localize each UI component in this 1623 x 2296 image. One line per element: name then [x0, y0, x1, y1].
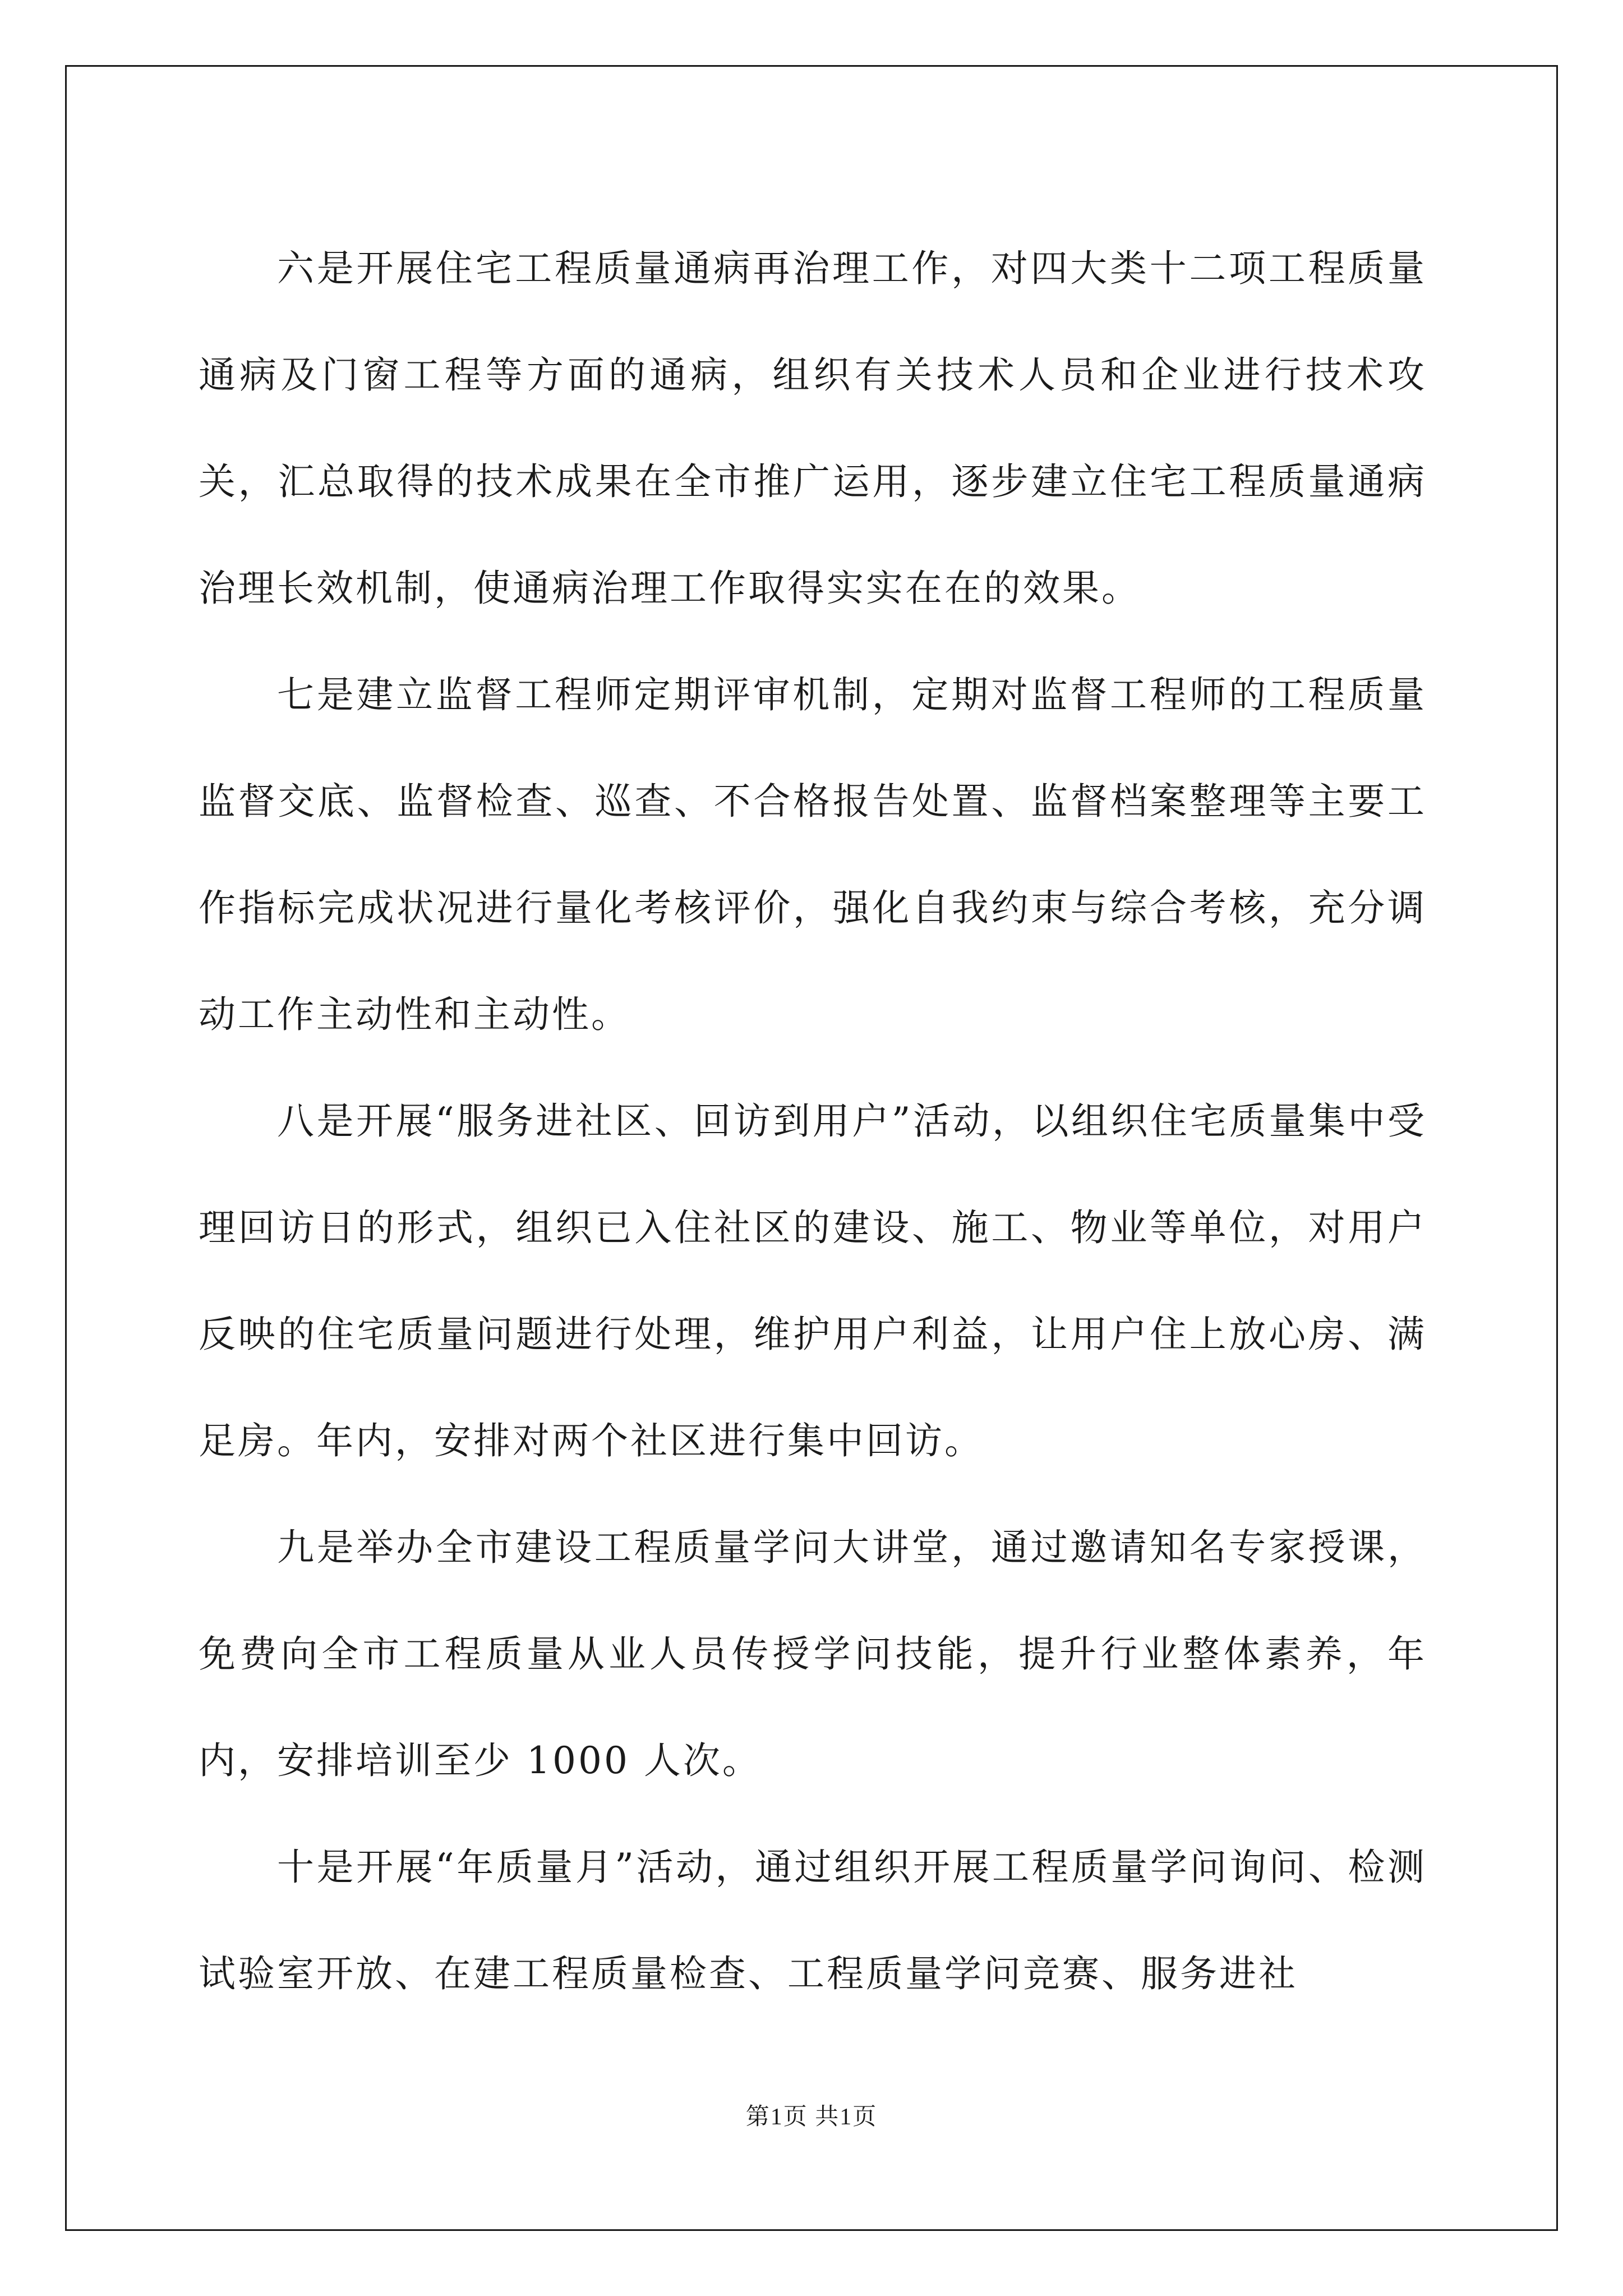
document-body [199, 215, 1427, 2027]
paragraph-10: 十是开展“年质量月”活动，通过组织开展工程质量学问询问、检测试验室开放、在建工程质量检查、工程质量学问竞赛、服务进社 [199, 1846, 1427, 1995]
paragraph-8: 八是开展“服务进社区、回访到用户”活动，以组织住宅质量集中受理回访日的形式，组织已入住社区的建设、施工、物业等单位，对用户反映的住宅质量问题进行处理，维护用户利益，让用户住上放心房、满足房。年内，安排对两个社区进行集中回访。 [199, 1099, 1427, 1462]
paragraph-9: 九是举办全市建设工程质量学问大讲堂，通过邀请知名专家授课，免费向全市工程质量从业人员传授学问技能，提升行业整体素养，年内，安排培训至少 1000 人次。 [199, 1526, 1427, 1782]
paragraph-7: 七是建立监督工程师定期评审机制，定期对监督工程师的工程质量监督交底、监督检查、巡查、不合格报告处置、监督档案整理等主要工作指标完成状况进行量化考核评价，强化自我约束与综合考核，充分调动工作主动性和主动性。 [199, 673, 1427, 1036]
page-footer: 第1页 共1页 [745, 2104, 878, 2130]
paragraph-6: 六是开展住宅工程质量通病再治理工作，对四大类十二项工程质量通病及门窗工程等方面的通病，组织有关技术人员和企业进行技术攻关，汇总取得的技术成果在全市推广运用，逐步建立住宅工程质量通病治理长效机制，使通病治理工作取得实实在在的效果。 [199, 247, 1427, 610]
